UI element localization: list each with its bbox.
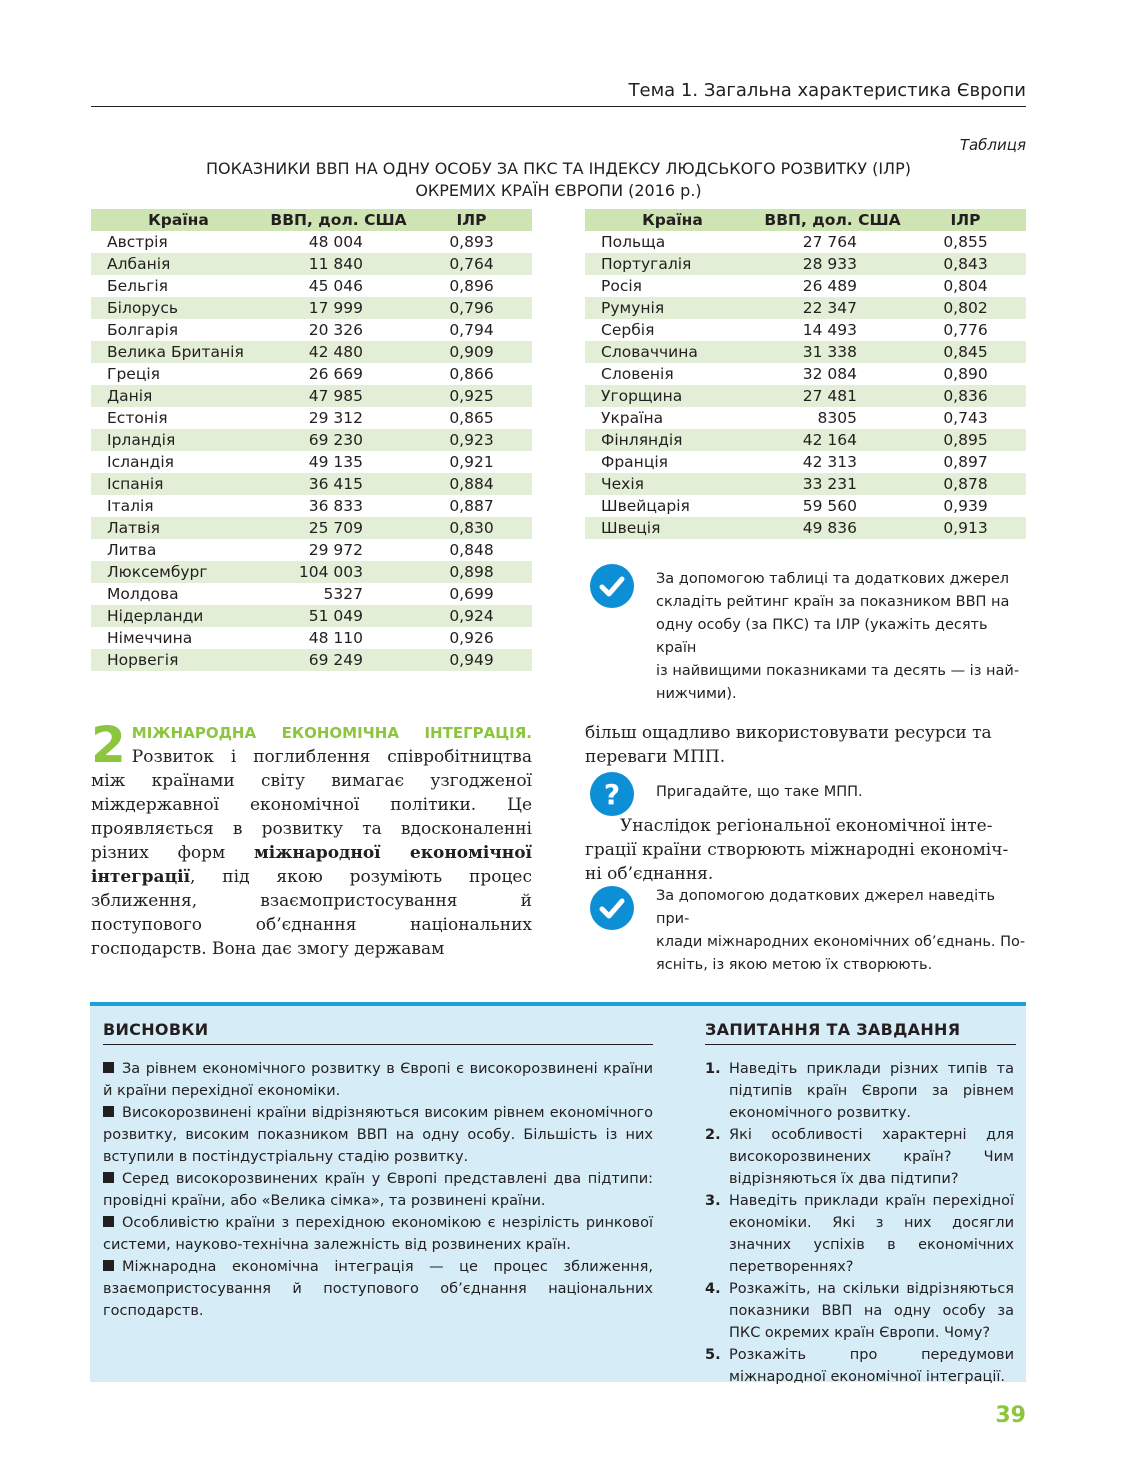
hdi-cell: 0,804 bbox=[943, 277, 988, 295]
table-row bbox=[91, 517, 532, 539]
gdp-cell: 27 481 bbox=[760, 385, 905, 407]
country-cell: Словенія bbox=[601, 365, 674, 383]
paragraph-line: більш ощадливо використовувати ресурси та bbox=[585, 723, 992, 743]
question-number: 5. bbox=[705, 1347, 721, 1363]
hdi-cell: 0,897 bbox=[943, 453, 988, 471]
table-row bbox=[91, 385, 532, 407]
table-row bbox=[91, 495, 532, 517]
gdp-cell: 42 480 bbox=[266, 341, 411, 363]
table-row bbox=[585, 275, 1026, 297]
gdp-cell: 42 313 bbox=[802, 453, 857, 471]
conclusion-text: Міжнародна економічна інтеграція — це процес зближення, взаємопристосування й поступового об’єднання національних господарств. bbox=[103, 1259, 653, 1319]
section-number: 2 bbox=[91, 716, 126, 774]
gdp-cell: 5327 bbox=[323, 585, 363, 603]
column-header: ВВП, дол. США bbox=[760, 209, 905, 231]
hdi-cell: 0,866 bbox=[449, 365, 494, 383]
table-row bbox=[585, 363, 1026, 385]
hdi-cell: 0,796 bbox=[411, 297, 532, 319]
country-cell: Австрія bbox=[107, 233, 168, 251]
column-header: ВВП, дол. США bbox=[266, 209, 411, 231]
list-item bbox=[103, 1168, 653, 1212]
table-row bbox=[91, 275, 532, 297]
gdp-cell: 27 764 bbox=[802, 233, 857, 251]
gdp-cell: 48 110 bbox=[308, 629, 363, 647]
gdp-cell: 22 347 bbox=[760, 297, 905, 319]
country-cell: Норвегія bbox=[91, 649, 266, 671]
gdp-cell: 14 493 bbox=[802, 321, 857, 339]
table-row bbox=[585, 429, 1026, 451]
section-2-paragraph-2 bbox=[585, 814, 1026, 886]
hdi-cell: 0,884 bbox=[411, 473, 532, 495]
table-row bbox=[585, 495, 1026, 517]
table-row bbox=[91, 429, 532, 451]
gdp-cell: 49 836 bbox=[760, 517, 905, 539]
list-item bbox=[103, 1256, 653, 1322]
gdp-cell: 8305 bbox=[817, 409, 857, 427]
table-row bbox=[91, 473, 532, 495]
paragraph-line: Унаслідок регіональної економічної інте- bbox=[620, 816, 993, 836]
gdp-cell: 26 669 bbox=[308, 365, 363, 383]
country-cell: Білорусь bbox=[91, 297, 266, 319]
country-cell: Росія bbox=[601, 277, 642, 295]
conclusion-text: Особливістю країни з перехідною економікою є незрілість ринкової системи, науково-технічна залежність від розвинених країн. bbox=[103, 1215, 653, 1253]
list-item bbox=[705, 1190, 1014, 1278]
gdp-cell: 47 985 bbox=[266, 385, 411, 407]
country-cell: Болгарія bbox=[107, 321, 179, 339]
gdp-cell: 42 164 bbox=[760, 429, 905, 451]
country-cell: Італія bbox=[107, 497, 154, 515]
questions-heading: ЗАПИТАННЯ ТА ЗАВДАННЯ bbox=[705, 1020, 961, 1039]
gdp-cell: 28 933 bbox=[760, 253, 905, 275]
column-header: ІЛР bbox=[411, 209, 532, 231]
table-row bbox=[585, 407, 1026, 429]
country-cell: Угорщина bbox=[585, 385, 760, 407]
country-cell: Румунія bbox=[585, 297, 760, 319]
list-item bbox=[705, 1344, 1014, 1388]
question-text: Наведіть приклади країн перехідної економіки. Які з них досягли значних успіхів в економічних перетвореннях? bbox=[729, 1193, 1014, 1275]
task-line: За допомогою додаткових джерел наведіть при- bbox=[656, 888, 996, 927]
country-cell: Фінляндія bbox=[585, 429, 760, 451]
question-text: Наведіть приклади різних типів та підтипів країн Європи за рівнем економічного розвитку. bbox=[729, 1061, 1014, 1121]
chapter-title: Тема 1. Загальна характеристика Європи bbox=[628, 80, 1026, 101]
question-number: 1. bbox=[705, 1061, 721, 1077]
hdi-cell: 0,939 bbox=[943, 497, 988, 515]
table-row bbox=[91, 407, 532, 429]
bullet-icon bbox=[103, 1062, 114, 1073]
question-text: Які особливості характерні для високорозвинених країн? Чим відрізняються їх два підтипи? bbox=[729, 1127, 1014, 1187]
summary-box bbox=[90, 1002, 1026, 1385]
table-row bbox=[91, 561, 532, 583]
gdp-cell: 20 326 bbox=[308, 321, 363, 339]
check-icon bbox=[590, 564, 634, 608]
list-item bbox=[103, 1102, 653, 1168]
hdi-cell: 0,921 bbox=[449, 453, 494, 471]
hdi-cell: 0,909 bbox=[411, 341, 532, 363]
gdp-cell: 69 230 bbox=[266, 429, 411, 451]
gdp-cell: 32 084 bbox=[802, 365, 857, 383]
hdi-cell: 0,878 bbox=[905, 473, 1026, 495]
table-row bbox=[91, 297, 532, 319]
gdp-cell: 31 338 bbox=[760, 341, 905, 363]
country-cell: Сербія bbox=[601, 321, 655, 339]
bullet-icon bbox=[103, 1216, 114, 1227]
country-cell: Люксембург bbox=[91, 561, 266, 583]
question-text: Розкажіть про передумови міжнародної економічної інтеграції. bbox=[729, 1347, 1014, 1385]
column-header: Країна bbox=[91, 209, 266, 231]
table-row bbox=[91, 605, 532, 627]
gdp-cell: 29 312 bbox=[308, 409, 363, 427]
hdi-cell: 0,896 bbox=[449, 277, 494, 295]
section-2-text bbox=[91, 716, 533, 961]
table-row bbox=[585, 253, 1026, 275]
table-row bbox=[91, 341, 532, 363]
country-cell: Нідерланди bbox=[91, 605, 266, 627]
hdi-cell: 0,924 bbox=[411, 605, 532, 627]
gdp-cell: 17 999 bbox=[266, 297, 411, 319]
gdp-cell: 29 972 bbox=[308, 541, 363, 559]
question-text: Пригадайте, що таке МПП. bbox=[656, 784, 863, 800]
table-row bbox=[91, 649, 532, 671]
country-cell: Данія bbox=[91, 385, 266, 407]
table-row bbox=[585, 517, 1026, 539]
bullet-icon bbox=[103, 1106, 114, 1117]
gdp-cell: 59 560 bbox=[802, 497, 857, 515]
column-header: Країна bbox=[585, 209, 760, 231]
table-row bbox=[91, 363, 532, 385]
table-row bbox=[91, 231, 532, 253]
gdp-cell: 33 231 bbox=[760, 473, 905, 495]
question-icon bbox=[590, 772, 634, 816]
hdi-cell: 0,893 bbox=[449, 233, 494, 251]
svg-text:?: ? bbox=[603, 778, 621, 811]
hdi-cell: 0,848 bbox=[449, 541, 494, 559]
hdi-cell: 0,925 bbox=[411, 385, 532, 407]
table-row bbox=[585, 319, 1026, 341]
hdi-cell: 0,699 bbox=[449, 585, 494, 603]
task-text bbox=[656, 885, 1028, 977]
table-row bbox=[585, 297, 1026, 319]
check-icon bbox=[590, 886, 634, 930]
task-line: нижчими). bbox=[656, 686, 737, 702]
hdi-cell: 0,802 bbox=[905, 297, 1026, 319]
country-cell: Ісландія bbox=[107, 453, 174, 471]
country-cell: Латвія bbox=[91, 517, 266, 539]
hdi-cell: 0,843 bbox=[905, 253, 1026, 275]
conclusion-text: Серед високорозвинених країн у Європі представлені два підтипи: провідні країни, або «Велика сімка», та розвинені країни. bbox=[103, 1171, 653, 1209]
country-cell: Молдова bbox=[107, 585, 179, 603]
hdi-cell: 0,898 bbox=[411, 561, 532, 583]
task-line: клади міжнародних економічних об’єднань. По- bbox=[656, 934, 1026, 950]
gdp-cell: 69 249 bbox=[266, 649, 411, 671]
gdp-table-left bbox=[91, 209, 532, 671]
hdi-cell: 0,890 bbox=[943, 365, 988, 383]
hdi-cell: 0,764 bbox=[411, 253, 532, 275]
questions-list bbox=[705, 1058, 1014, 1388]
list-item bbox=[103, 1212, 653, 1256]
hdi-cell: 0,743 bbox=[943, 409, 988, 427]
question-number: 2. bbox=[705, 1127, 721, 1143]
conclusion-text: За рівнем економічного розвитку в Європі є високорозвинені країни й країни перехідної економіки. bbox=[103, 1061, 653, 1099]
list-item bbox=[705, 1124, 1014, 1190]
bullet-icon bbox=[103, 1260, 114, 1271]
paragraph-line: ні об’єднання. bbox=[585, 864, 714, 884]
task-line: складіть рейтинг країн за показником ВВП на bbox=[656, 594, 1010, 610]
hdi-cell: 0,836 bbox=[905, 385, 1026, 407]
table-row bbox=[91, 539, 532, 561]
gdp-cell: 26 489 bbox=[802, 277, 857, 295]
conclusion-text: Високорозвинені країни відрізняються високим рівнем економічного розвитку, високим показником ВВП на одну особу. Більшість із них вступили в постіндустріальну стадію розвитку. bbox=[103, 1105, 653, 1165]
divider bbox=[705, 1044, 1016, 1045]
list-item bbox=[705, 1278, 1014, 1344]
table-row bbox=[585, 385, 1026, 407]
gdp-cell: 36 833 bbox=[308, 497, 363, 515]
question-text: Розкажіть, на скільки відрізняються показники ВВП на одну особу за ПКС окремих країн Європи. Чому? bbox=[729, 1281, 1014, 1341]
country-cell: Литва bbox=[107, 541, 157, 559]
table-title-line: ПОКАЗНИКИ ВВП НА ОДНУ ОСОБУ ЗА ПКС ТА ІНДЕКСУ ЛЮДСЬКОГО РОЗВИТКУ (ІЛР) bbox=[206, 159, 911, 178]
table-row bbox=[585, 341, 1026, 363]
hdi-cell: 0,923 bbox=[411, 429, 532, 451]
country-cell: Албанія bbox=[91, 253, 266, 275]
paragraph-line: грації країни створюють міжнародні економіч- bbox=[585, 840, 1009, 860]
gdp-cell: 11 840 bbox=[266, 253, 411, 275]
gdp-cell: 48 004 bbox=[308, 233, 363, 251]
gdp-cell: 104 003 bbox=[266, 561, 411, 583]
hdi-cell: 0,913 bbox=[905, 517, 1026, 539]
country-cell: Швейцарія bbox=[601, 497, 690, 515]
gdp-cell: 36 415 bbox=[266, 473, 411, 495]
hdi-cell: 0,794 bbox=[449, 321, 494, 339]
page-header bbox=[91, 78, 1026, 107]
conclusions-heading: ВИСНОВКИ bbox=[103, 1020, 209, 1039]
paragraph-text: Розвиток і поглиблення співробітництва між країнами світу вимагає узгодженої міждержавної економічної політики. Це проявляється в розвитку та вдосконаленні різних форм bbox=[91, 747, 532, 863]
country-cell: Франція bbox=[601, 453, 668, 471]
country-cell: Чехія bbox=[585, 473, 760, 495]
gdp-cell: 25 709 bbox=[266, 517, 411, 539]
hdi-cell: 0,865 bbox=[449, 409, 494, 427]
conclusions-list bbox=[103, 1058, 653, 1322]
question-number: 4. bbox=[705, 1281, 721, 1297]
country-cell: Польща bbox=[601, 233, 666, 251]
country-cell: Ірландія bbox=[91, 429, 266, 451]
table-row bbox=[91, 583, 532, 605]
country-cell: Швеція bbox=[585, 517, 760, 539]
hdi-cell: 0,845 bbox=[905, 341, 1026, 363]
section-2-continued bbox=[585, 721, 1026, 769]
paragraph-line: переваги МПП. bbox=[585, 747, 726, 767]
gdp-cell: 51 049 bbox=[266, 605, 411, 627]
column-header: ІЛР bbox=[905, 209, 1026, 231]
country-cell: Україна bbox=[601, 409, 664, 427]
hdi-cell: 0,855 bbox=[943, 233, 988, 251]
divider bbox=[103, 1044, 653, 1045]
country-cell: Іспанія bbox=[91, 473, 266, 495]
table-title-line: ОКРЕМИХ КРАЇН ЄВРОПИ (2016 р.) bbox=[415, 181, 702, 200]
task-line: із найвищими показниками та десять — із най- bbox=[656, 663, 1020, 679]
task-text bbox=[656, 568, 1028, 706]
hdi-cell: 0,776 bbox=[943, 321, 988, 339]
table-title bbox=[91, 158, 1026, 202]
country-cell: Велика Британія bbox=[91, 341, 266, 363]
hdi-cell: 0,949 bbox=[411, 649, 532, 671]
bullet-icon bbox=[103, 1172, 114, 1183]
table-row bbox=[91, 451, 532, 473]
country-cell: Німеччина bbox=[107, 629, 193, 647]
gdp-cell: 49 135 bbox=[308, 453, 363, 471]
gdp-table-right bbox=[585, 209, 1026, 539]
paragraph-text: , під якою розуміють процес зближення, взаємопристосування й поступового об’єднання національних господарств. Вона дає змогу державам bbox=[91, 867, 532, 959]
country-cell: Бельгія bbox=[107, 277, 168, 295]
question-number: 3. bbox=[705, 1193, 721, 1209]
page-number: 39 bbox=[995, 1403, 1026, 1428]
gdp-cell: 45 046 bbox=[308, 277, 363, 295]
country-cell: Греція bbox=[107, 365, 161, 383]
hdi-cell: 0,887 bbox=[449, 497, 494, 515]
list-item bbox=[705, 1058, 1014, 1124]
task-line: За допомогою таблиці та додаткових джерел bbox=[656, 571, 1010, 587]
hdi-cell: 0,895 bbox=[905, 429, 1026, 451]
table-row bbox=[91, 253, 532, 275]
task-line: ясніть, із якою метою їх створюють. bbox=[656, 957, 933, 973]
table-row bbox=[91, 627, 532, 649]
task-line: одну особу (за ПКС) та ІЛР (укажіть десять країн bbox=[656, 617, 988, 656]
table-row bbox=[585, 451, 1026, 473]
country-cell: Естонія bbox=[107, 409, 168, 427]
list-item bbox=[103, 1058, 653, 1102]
hdi-cell: 0,830 bbox=[411, 517, 532, 539]
table-row bbox=[585, 473, 1026, 495]
table-label: Таблиця bbox=[959, 136, 1026, 154]
country-cell: Словаччина bbox=[585, 341, 760, 363]
term-bold: міжнародної економічної інтеграції bbox=[91, 843, 533, 887]
section-title: МІЖНАРОДНА ЕКОНОМІЧНА ІНТЕГРАЦІЯ. bbox=[131, 724, 532, 742]
table-row bbox=[585, 231, 1026, 253]
hdi-cell: 0,926 bbox=[449, 629, 494, 647]
table-row bbox=[91, 319, 532, 341]
country-cell: Португалія bbox=[585, 253, 760, 275]
